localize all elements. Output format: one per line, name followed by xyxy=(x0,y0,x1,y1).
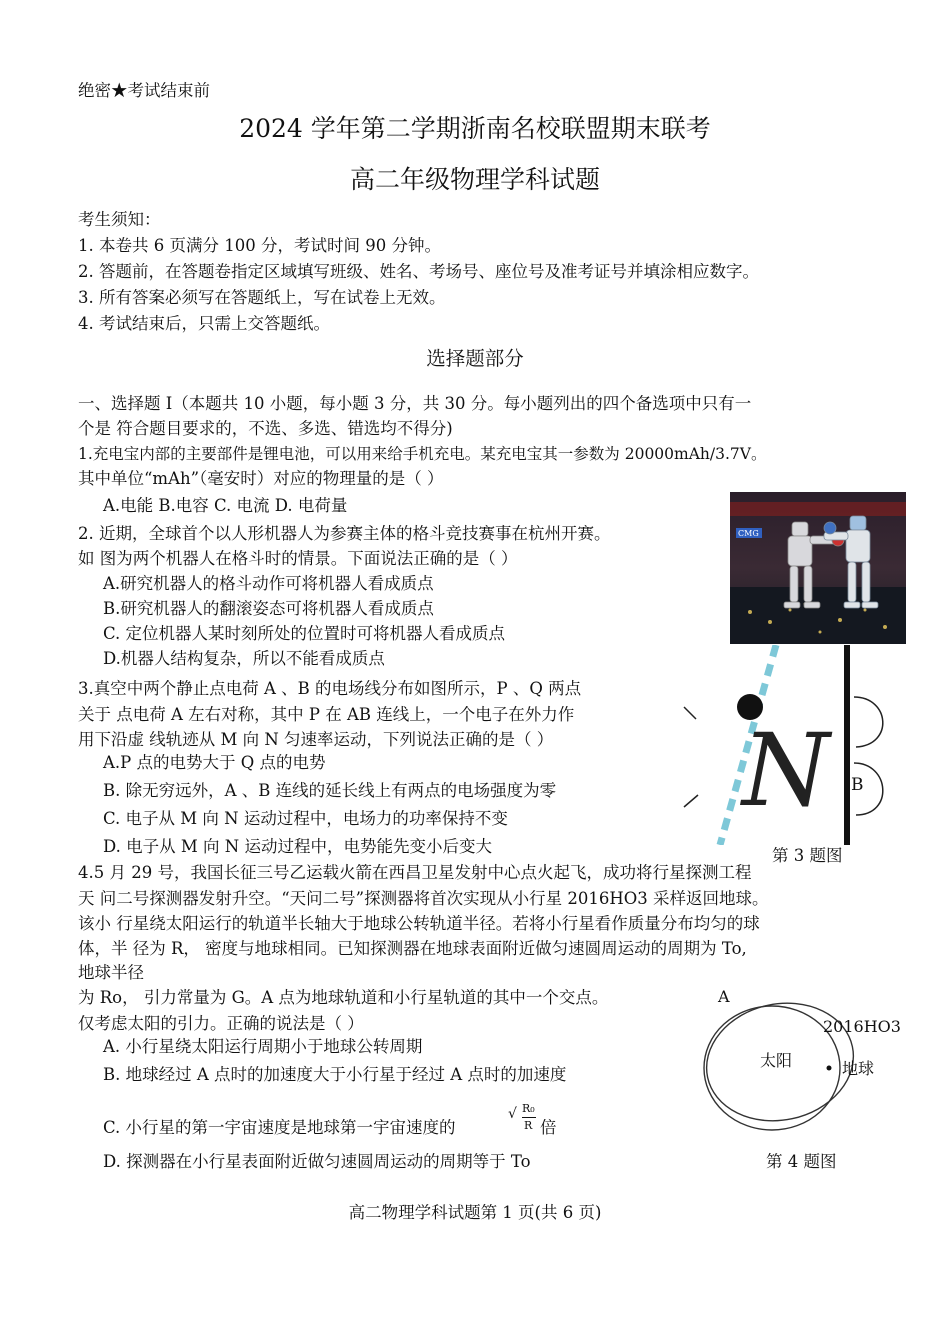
q2-option-d: D.机器人结构复杂，所以不能看成质点 xyxy=(103,649,385,668)
q3-option-b: B. 除无穷远外，A 、B 连线的延长线上有两点的电场强度为零 xyxy=(103,781,557,800)
fraction-denominator: R xyxy=(524,1119,533,1132)
q4-line2: 天 问二号探测器发射升空。“天问二号”探测器将首次实现从小行星 2016HO3 采样返回地球。 xyxy=(78,889,769,908)
part1-line2: 个是 符合题目要求的，不选、多选、错选均不得分) xyxy=(78,419,453,438)
q3-field-figure xyxy=(680,645,900,845)
q2-option-a: A.研究机器人的格斗动作可将机器人看成质点 xyxy=(103,574,434,593)
q4-orbit-figure xyxy=(690,982,910,1142)
q2-robot-image xyxy=(730,492,906,644)
q4-sun-label: 太阳 xyxy=(760,1051,793,1070)
notice-heading: 考生须知： xyxy=(78,210,161,229)
q4-line4: 体，半 径为 R， 密度与地球相同。已知探测器在地球表面附近做匀速圆周运动的周期为 To, xyxy=(78,939,747,958)
q4-line1: 4.5 月 29 号，我国长征三号乙运载火箭在西昌卫星发射中心点火起飞，成功将行星探测工程 xyxy=(78,863,752,882)
q4-line6: 为 Ro， 引力常量为 G。A 点为地球轨道和小行星轨道的其中一个交点。 xyxy=(78,988,609,1007)
q3-caption: 第 3 题图 xyxy=(772,846,843,865)
q2-line1: 2. 近期，全球首个以人形机器人为参赛主体的格斗竞技赛事在杭州开赛。 xyxy=(78,524,611,543)
notice-item-2: 2. 答题前，在答题卷指定区域填写班级、姓名、考场号、座位号及准考证号并填涂相应数字。 xyxy=(78,262,759,281)
q4-option-d: D. 探测器在小行星表面附近做匀速圆周运动的周期等于 To xyxy=(103,1152,531,1171)
notice-item-1: 1. 本卷共 6 页满分 100 分，考试时间 90 分钟。 xyxy=(78,236,441,255)
q1-line2: 其中单位“mAh”（毫安时）对应的物理量的是（ ） xyxy=(78,469,444,488)
q2-option-c: C. 定位机器人某时刻所处的位置时可将机器人看成质点 xyxy=(103,624,506,643)
q4-option-b: B. 地球经过 A 点时的加速度大于小行星于经过 A 点时的加速度 xyxy=(103,1065,567,1084)
section-title: 选择题部分 xyxy=(426,347,524,370)
q2-image-text: CMG xyxy=(738,529,759,538)
q4-point-a: A xyxy=(718,987,730,1006)
q4-option-c-pre: C. 小行星的第一宇宙速度是地球第一宇宙速度的 xyxy=(103,1118,456,1137)
q3-line1: 3.真空中两个静止点电荷 A 、B 的电场线分布如图所示，P 、Q 两点 xyxy=(78,679,582,698)
fraction-bar xyxy=(522,1117,536,1118)
exam-title: 2024 学年第二学期浙南名校联盟期末联考 xyxy=(239,114,711,143)
q4-caption: 第 4 题图 xyxy=(766,1152,837,1171)
q3-option-c: C. 电子从 M 向 N 运动过程中，电场力的功率保持不变 xyxy=(103,809,508,828)
q2-line2: 如 图为两个机器人在格斗时的情景。下面说法正确的是（ ） xyxy=(78,549,518,568)
q3-option-d: D. 电子从 M 向 N 运动过程中，电势能先变小后变大 xyxy=(103,837,492,856)
q4-line3: 该小 行星绕太阳运行的轨道半长轴大于地球公转轨道半径。若将小行星看作质量分布均匀的球 xyxy=(78,914,760,933)
q1-options: A.电能 B.电容 C. 电流 D. 电荷量 xyxy=(103,496,348,515)
sqrt-sign-icon: √ xyxy=(508,1106,517,1122)
part1-line1: 一、选择题 I（本题共 10 小题，每小题 3 分，共 30 分。每小题列出的四个备选项中只有一 xyxy=(78,394,752,413)
q4-line7: 仅考虑太阳的引力。正确的说法是（ ） xyxy=(78,1014,364,1033)
q4-earth-label: 地球 xyxy=(842,1059,875,1078)
q4-option-c-post: 倍 xyxy=(540,1118,557,1137)
q1-line1: 1.充电宝内部的主要部件是锂电池，可以用来给手机充电。某充电宝其一参数为 20000mAh/3.7V。 xyxy=(78,445,767,463)
secret-label: 绝密★考试结束前 xyxy=(78,81,210,100)
notice-item-3: 3. 所有答案必须写在答题纸上，写在试卷上无效。 xyxy=(78,288,446,307)
q4-option-a: A. 小行星绕太阳运行周期小于地球公转周期 xyxy=(103,1037,423,1056)
q3-letter-n: N xyxy=(742,712,830,829)
exam-subtitle: 高二年级物理学科试题 xyxy=(349,165,600,194)
q4-sqrt-fraction xyxy=(508,1102,536,1136)
q3-option-a: A.P 点的电势大于 Q 点的电势 xyxy=(103,753,326,772)
q2-option-b: B.研究机器人的翻滚姿态可将机器人看成质点 xyxy=(103,599,434,618)
q4-asteroid-label: 2016HO3 xyxy=(823,1017,901,1036)
q4-line5: 地球半径 xyxy=(78,963,144,982)
q3-line2: 关于 点电荷 A 左右对称，其中 P 在 AB 连线上，一个电子在外力作 xyxy=(78,705,575,724)
page-footer: 高二物理学科试题第 1 页(共 6 页) xyxy=(348,1203,602,1222)
notice-item-4: 4. 考试结束后，只需上交答题纸。 xyxy=(78,314,330,333)
fraction-numerator: R₀ xyxy=(522,1102,535,1115)
q3-line3: 用下沿虚 线轨迹从 M 向 N 匀速率运动，下列说法正确的是（ ） xyxy=(78,730,554,749)
q3-letter-b: B xyxy=(851,775,864,795)
